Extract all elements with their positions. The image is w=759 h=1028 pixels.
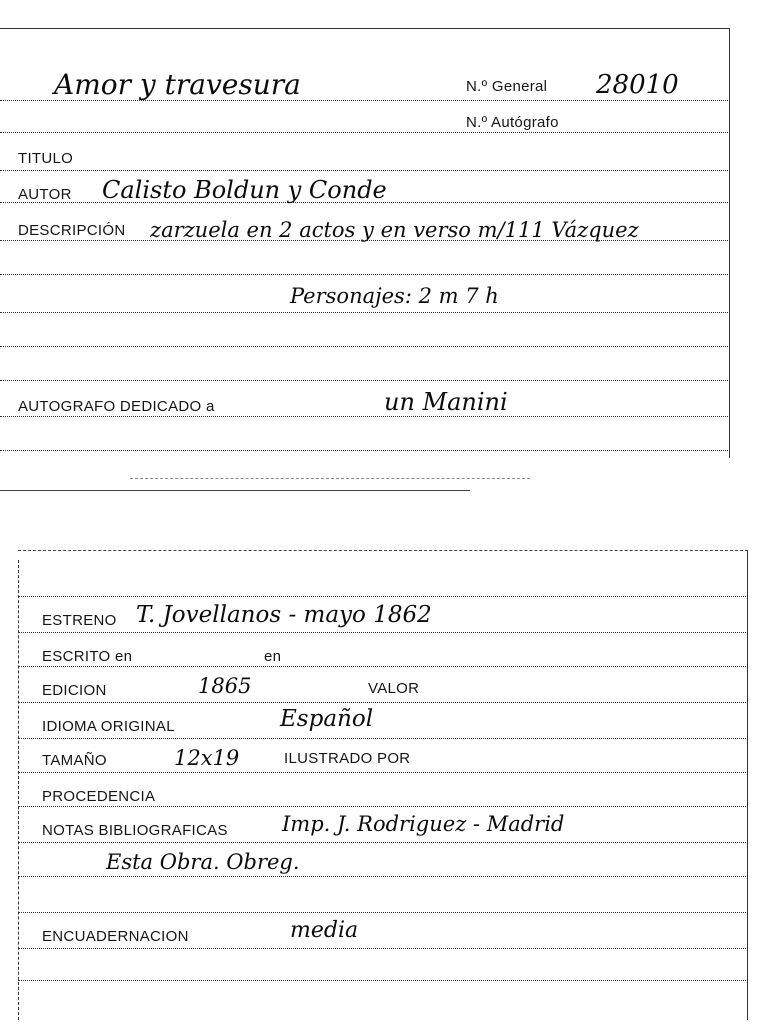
descripcion-label: DESCRIPCIÓN	[18, 222, 126, 239]
edicion-value: 1865	[198, 674, 252, 698]
titulo-label: TITULO	[18, 150, 74, 167]
catalog-card-top	[0, 28, 730, 458]
numero-general-label: N.º General	[466, 78, 548, 95]
autor-label: AUTOR	[18, 186, 72, 203]
notas-value: Imp. J. Rodriguez - Madrid	[282, 812, 565, 836]
separator-line	[0, 490, 470, 491]
escrito-en-label: en	[264, 648, 282, 665]
separator-dotted	[130, 478, 530, 479]
tamano-label: TAMAÑO	[42, 752, 107, 769]
card-right-border	[729, 28, 730, 458]
numero-general-value: 28010	[596, 70, 679, 100]
card-top-border	[18, 550, 748, 551]
ilustrado-label: ILUSTRADO POR	[284, 750, 411, 767]
handwritten-title: Amor y travesura	[54, 68, 301, 101]
notas-label: NOTAS BIBLIOGRAFICAS	[42, 822, 228, 839]
card-right-border	[747, 550, 748, 1020]
escrito-label: ESCRITO en	[42, 648, 133, 665]
personajes-value: Personajes: 2 m 7 h	[290, 284, 499, 308]
autor-value: Calisto Boldun y Conde	[102, 176, 387, 204]
idioma-label: IDIOMA ORIGINAL	[42, 718, 175, 735]
estreno-label: ESTRENO	[42, 612, 117, 629]
valor-label: VALOR	[368, 680, 420, 697]
descripcion-value: zarzuela en 2 actos y en verso m/111 Vázquez	[150, 218, 639, 242]
encuadernacion-label: ENCUADERNACION	[42, 928, 189, 945]
tamano-value: 12x19	[174, 746, 240, 770]
encuadernacion-value: media	[290, 918, 359, 943]
autografo-dedicado-label: AUTOGRAFO DEDICADO a	[18, 398, 215, 415]
idioma-value: Español	[280, 706, 374, 732]
card-top-border	[0, 28, 730, 29]
notas-value-2: Esta Obra. Obreg.	[106, 850, 300, 874]
card-left-border	[18, 560, 19, 1020]
estreno-value: T. Jovellanos - mayo 1862	[136, 602, 432, 628]
numero-autografo-label: N.º Autógrafo	[466, 114, 559, 131]
catalog-card-bottom	[18, 550, 748, 1020]
autografo-dedicado-value: un Manini	[384, 388, 508, 416]
procedencia-label: PROCEDENCIA	[42, 788, 156, 805]
edicion-label: EDICION	[42, 682, 107, 699]
